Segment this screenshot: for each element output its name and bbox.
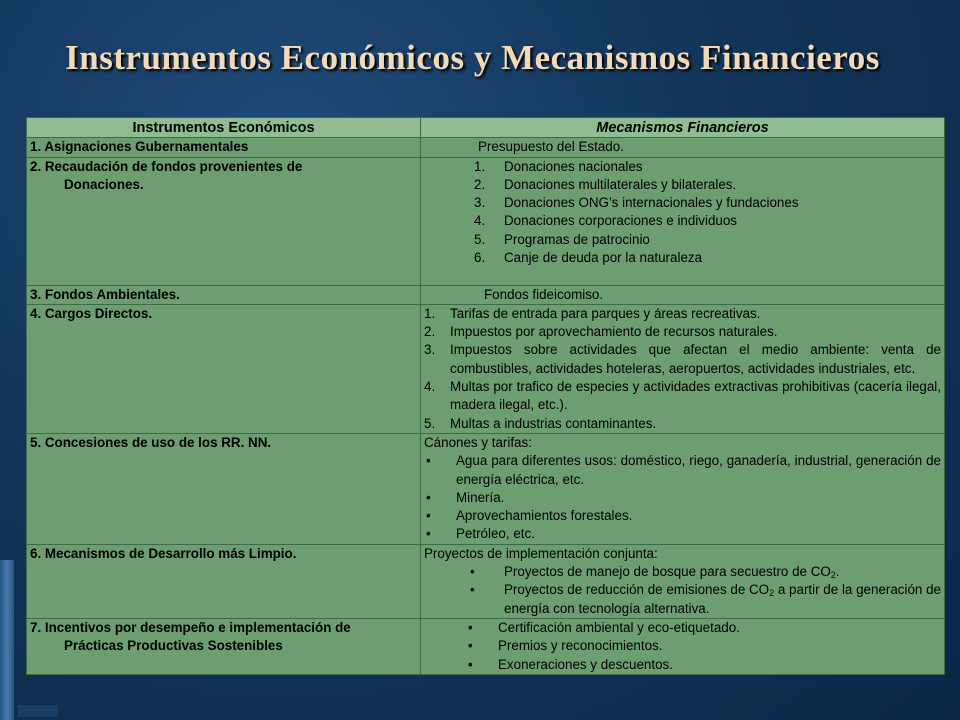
decorative-side-block [18, 705, 58, 717]
bullet-icon: • [426, 526, 431, 542]
table-row [27, 433, 945, 544]
instrument-cell [27, 157, 421, 285]
mechanism-cell [421, 304, 945, 433]
list-item: 3. Donaciones ONG’s internacionales y fundaciones [474, 195, 799, 211]
instrument-cell: 5. Concesiones de uso de los RR. NN. [27, 433, 421, 544]
slide-title: Instrumentos Económicos y Mecanismos Financieros [65, 38, 880, 77]
instrument-cell: 1. Asignaciones Gubernamentales [27, 138, 421, 157]
list-item: 1. Tarifas de entrada para parques y áreas recreativas. [424, 305, 761, 321]
list-item: 5. Multas a industrias contaminantes. [424, 415, 657, 431]
bullet-icon: • [426, 453, 431, 469]
bullet-icon: • [426, 508, 431, 524]
table-row [27, 138, 945, 157]
table-row [27, 157, 945, 285]
mechanism-cell [421, 285, 945, 304]
bullet-icon: • [468, 619, 473, 635]
list-item: 2. Donaciones multilaterales y bilaterales. [474, 176, 737, 192]
list-item: 5. Programas de patrocinio [474, 231, 650, 247]
mechanism-text: Presupuesto del Estado. [478, 139, 624, 155]
instrument-cell: 4. Cargos Directos. [27, 304, 421, 433]
instrument-line: Donaciones. [64, 176, 144, 192]
mechanism-intro: Cánones y tarifas: [424, 434, 532, 450]
table-row [27, 544, 945, 618]
instrument-cell: 6. Mecanismos de Desarrollo más Limpio. [27, 544, 421, 618]
list-item: 4. Donaciones corporaciones e individuos [474, 213, 737, 229]
list-item: 4. Multas por trafico de especies y actividades extractivas prohibitivas (cacería ilegal, madera ilegal, etc.). [424, 379, 941, 413]
mechanism-cell [421, 157, 945, 285]
instrument-cell: 3. Fondos Ambientales. [27, 285, 421, 304]
header-instrumentos: Instrumentos Económicos [27, 118, 421, 138]
bullet-icon: • [426, 489, 431, 505]
mechanism-cell [421, 618, 945, 674]
instrument-line: Prácticas Productivas Sostenibles [64, 638, 283, 654]
list-item: • Proyectos de reducción de emisiones de $CO_2$ a partir de la generación de energía con tecnología alternativa. [424, 581, 941, 618]
mechanism-cell [421, 138, 945, 157]
bullet-icon: • [468, 656, 473, 672]
table-header-row [27, 118, 945, 138]
mechanism-cell [421, 433, 945, 544]
header-mecanismos: Mecanismos Financieros [421, 118, 945, 138]
mechanism-intro: Proyectos de implementación conjunta: [424, 545, 658, 561]
list-item: • Proyectos de manejo de bosque para secuestro de $CO_2$. [424, 563, 941, 581]
bullet-icon: • [470, 582, 475, 598]
instrument-line: 7. Incentivos por desempeño e implementación de [30, 619, 351, 635]
list-item: 6. Canje de deuda por la naturaleza [474, 250, 703, 266]
instrument-line: 2. Recaudación de fondos provenientes de [30, 158, 303, 174]
list-item: 2. Impuestos por aprovechamiento de recursos naturales. [424, 324, 778, 340]
list-item: • Agua para diferentes usos: doméstico, riego, ganadería, industrial, generación de energía eléctrica, etc. [424, 452, 941, 489]
list-item: • Minería. [424, 489, 941, 507]
instrument-cell [27, 618, 421, 674]
mechanism-text: Fondos fideicomiso. [484, 286, 604, 302]
instruments-table [26, 117, 945, 675]
table-row [27, 304, 945, 433]
list-item: • Petróleo, etc. [424, 525, 941, 543]
table-row [27, 285, 945, 304]
list-item: 1. Donaciones nacionales [474, 158, 643, 174]
list-item: • Premios y reconocimientos. [424, 637, 941, 655]
list-item: 3. Impuestos sobre actividades que afectan el medio ambiente: venta de combustibles, actividades hoteleras, aeropuertos, actividades industriales, etc. [424, 342, 941, 376]
table-row [27, 618, 945, 674]
decorative-side-bar [0, 560, 14, 720]
bullet-icon: • [470, 564, 475, 580]
mechanism-cell [421, 544, 945, 618]
list-item: • Exoneraciones y descuentos. [424, 656, 941, 674]
list-item: • Certificación ambiental y eco-etiquetado. [424, 619, 941, 637]
bullet-icon: • [468, 638, 473, 654]
list-item: • Aprovechamientos forestales. [424, 507, 941, 525]
